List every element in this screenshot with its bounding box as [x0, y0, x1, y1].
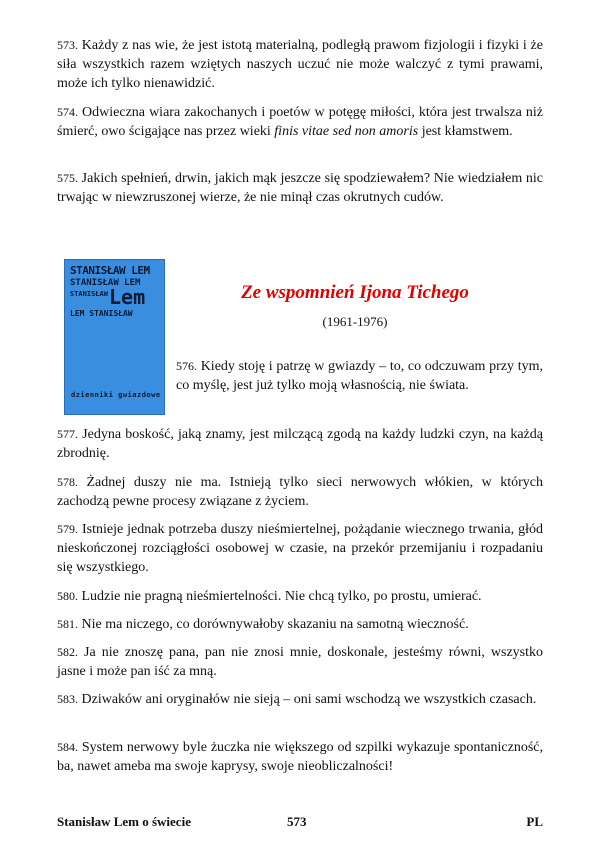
- entry-text: Każdy z nas wie, że jest istotą materialną, podległą prawom fizjologii i fizyki i że siła wszystkich razem wziętych naszych uczuć nie może walczyć z tymi prawami, może ich tylko nienawidzić.: [57, 38, 543, 91]
- section-heading: Ze wspomnień Ijona Tichego: [241, 282, 469, 303]
- entry-584: [57, 738, 543, 776]
- entry-575: [57, 169, 543, 207]
- entry-text: Żadnej duszy nie ma. Istnieją tylko sieci nerwowych włókien, w których zachodzą pewne procesy związane z życiem.: [57, 475, 543, 509]
- entry-573: [57, 36, 543, 93]
- entry-text-end: jest kłamstwem.: [418, 124, 513, 139]
- entry-text: Odwieczna wiara zakochanych i poetów w potęgę miłości, która jest trwalsza niż śmierć, owo ścigające nas przez wieki: [57, 105, 543, 139]
- section-years: (1961-1976): [322, 314, 388, 329]
- entry-number: 577.: [57, 427, 78, 441]
- footer-language: PL: [526, 814, 543, 829]
- entry-text: Nie ma niczego, co dorównywałoby skazaniu na samotną wieczność.: [78, 617, 469, 632]
- entry-578: [57, 473, 543, 511]
- entry-579: [57, 520, 543, 577]
- entry-number: 578.: [57, 475, 78, 489]
- entry-574: [57, 103, 543, 141]
- cover-text: Lem: [109, 285, 146, 309]
- cover-text: STANISŁAW LEM: [70, 264, 150, 277]
- entry-text: Jakich spełnień, drwin, jakich mąk jeszcze się spodziewałem? Nie wiedziałem nic trwając w niewzruszonej wierze, że nie minął czas okrutnych cudów.: [57, 171, 543, 205]
- entry-text: Dziwaków ani oryginałów nie sieją – oni sami wschodzą we wszystkich czasach.: [78, 692, 537, 707]
- latin-phrase: finis vitae sed non amoris: [274, 124, 419, 139]
- entry-number: 584.: [57, 740, 78, 754]
- entry-number: 576.: [176, 359, 197, 373]
- entry-number: 580.: [57, 589, 78, 603]
- cover-text: STANISŁAW LEM: [70, 278, 141, 288]
- entry-577: [57, 425, 543, 463]
- entry-text: Jedyna boskość, jaką znamy, jest milczącą zgodą na każdy ludzki czyn, na każdą zbrodnię.: [57, 427, 543, 461]
- entry-number: 581.: [57, 617, 78, 631]
- cover-text: LEM STANISŁAW: [70, 309, 133, 318]
- cover-text: STANISŁAW: [70, 290, 108, 298]
- entry-number: 574.: [57, 105, 78, 119]
- entry-text: System nerwowy byle żuczka nie większego od szpilki wykazuje spontaniczność, ba, nawet ameba ma swoje kaprysy, swoje nieobliczalności!: [57, 740, 543, 774]
- entry-text: Ludzie nie pragną nieśmiertelności. Nie chcą tylko, po prostu, umierać.: [78, 589, 482, 604]
- entry-text: Ja nie znoszę pana, pan nie znosi mnie, doskonale, jesteśmy równi, wszystko jasne i może pan iść za mną.: [57, 645, 543, 679]
- entry-581: [57, 615, 469, 634]
- entry-583: [57, 690, 536, 709]
- entry-number: 582.: [57, 645, 78, 659]
- book-cover-image: [64, 259, 165, 415]
- entry-number: 573.: [57, 38, 78, 52]
- footer-page-number: 573: [287, 814, 307, 829]
- entry-text: Istnieje jednak potrzeba duszy nieśmiertelnej, pożądanie wiecznego trwania, głód nieskończonej rozciągłości osobowej w czasie, na przekór przemijaniu i rozpadaniu się wszystkiego.: [57, 522, 543, 575]
- entry-text: Kiedy stoję i patrzę w gwiazdy – to, co odczuwam przy tym, co myślę, jest już tylko moją własnością, nie świata.: [176, 359, 543, 393]
- entry-number: 579.: [57, 522, 78, 536]
- cover-subtitle: dzienniki gwiazdowe: [71, 391, 161, 399]
- entry-number: 583.: [57, 692, 78, 706]
- entry-number: 575.: [57, 171, 78, 185]
- footer-book-title: Stanisław Lem o świecie: [57, 814, 191, 829]
- entry-580: [57, 587, 482, 606]
- entry-576: [176, 357, 543, 395]
- page-footer: [57, 814, 543, 832]
- entry-582: [57, 643, 543, 681]
